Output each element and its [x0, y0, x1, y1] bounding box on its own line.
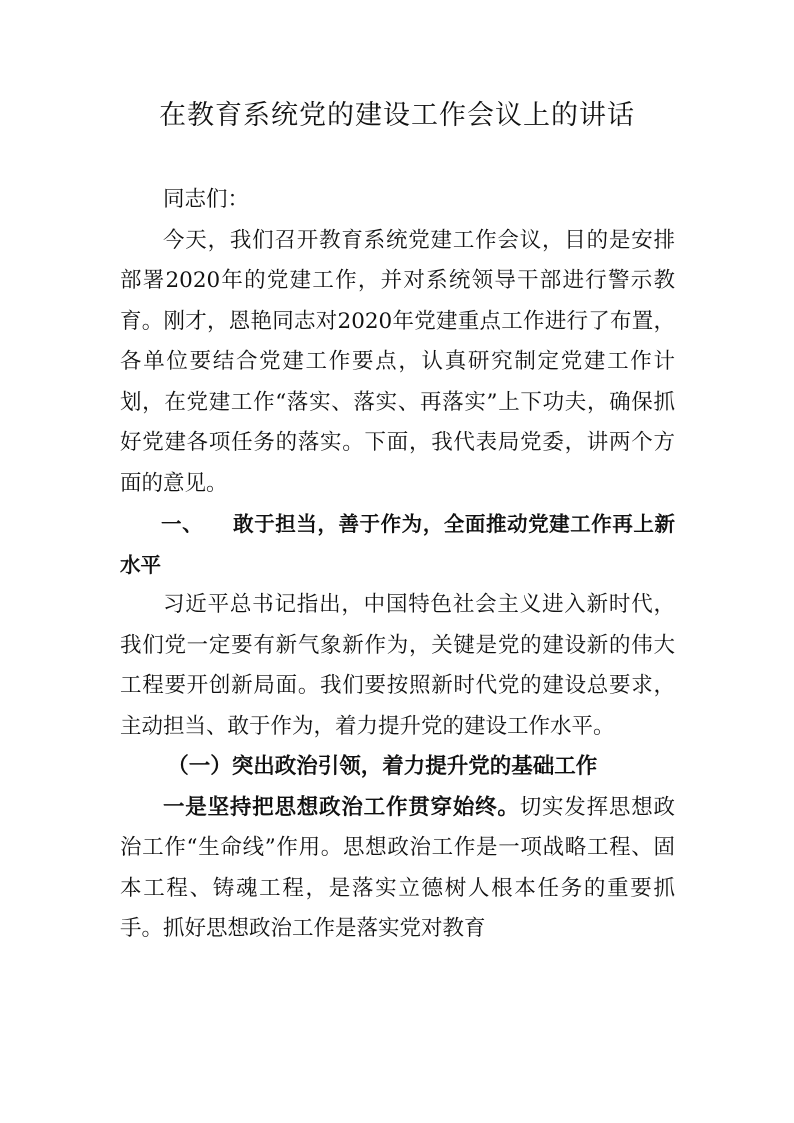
section-1-heading [120, 504, 675, 585]
section-1-heading-text: 敢于担当，善于作为，全面推动党建工作再上新水平 [120, 512, 676, 577]
subsection-1-paragraph [120, 788, 675, 950]
subsection-1-heading: （一）突出政治引领，着力提升党的基础工作 [167, 754, 598, 779]
subsection-1-lead: 一是坚持把思想政治工作贯穿始终。 [163, 794, 520, 820]
document-title: 在教育系统党的建设工作会议上的讲话 [159, 100, 635, 131]
document-body [120, 180, 675, 950]
subsection-1-text: 切实发挥思想政治工作“生命线”作用。思想政治工作是一项战略工程、固本工程、铸魂工程，是落实立德树人根本任务的重要抓手。抓好思想政治工作是落实党对教育 [120, 794, 675, 941]
salutation: 同志们： [163, 187, 250, 212]
section-1-paragraph: 习近平总书记指出，中国特色社会主义进入新时代，我们党一定要有新气象新作为，关键是党的建设新的伟大工程要开创新局面。我们要按照新时代党的建设总要求，主动担当、敢于作为，着力提升党的建设工作水平。 [120, 592, 675, 739]
intro-paragraph: 今天，我们召开教育系统党建工作会议，目的是安排部署2020年的党建工作，并对系统领导干部进行警示教育。刚才，恩艳同志对2020年党建重点工作进行了布置，各单位要结合党建工作要点，认真研究制定党建工作计划，在党建工作“落实、落实、再落实”上下功夫，确保抓好党建各项任务的落实。下面，我代表局党委，讲两个方面的意见。 [120, 227, 675, 496]
section-1-number: 一、 [161, 512, 204, 536]
